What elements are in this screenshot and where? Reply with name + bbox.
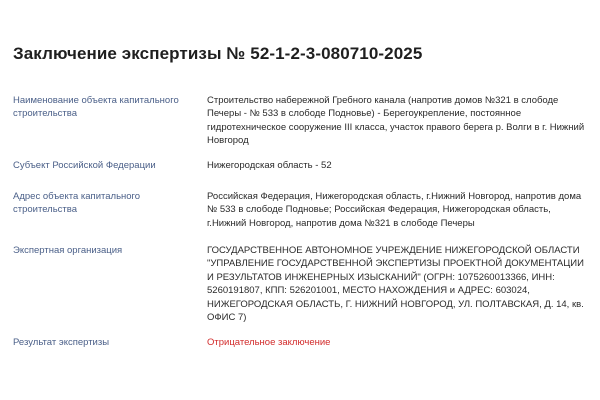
field-label-address: Адрес объекта капитального строительства [13, 191, 141, 215]
field-label-expert-organization: Экспертная организация [13, 245, 123, 256]
field-label-result: Результат экспертизы [13, 337, 110, 348]
field-value-region: Нижегородская область - 52 [207, 160, 332, 171]
field-label-region: Субъект Российской Федерации [13, 160, 156, 171]
field-label-object-name: Наименование объекта капитального строительства [13, 95, 179, 119]
page-title: Заключение экспертизы № 52-1-2-3-080710-2025 [13, 44, 423, 63]
field-value-address: Российская Федерация, Нижегородская область, г.Нижний Новгород, напротив дома № 533 в слободе Подновье; Российская Федерация, Нижегородская область, г.Нижний Новгород, напротив дома №321 в слободе Печеры [207, 191, 582, 229]
field-value-expert-organization: ГОСУДАРСТВЕННОЕ АВТОНОМНОЕ УЧРЕЖДЕНИЕ НИЖЕГОРОДСКОЙ ОБЛАСТИ "УПРАВЛЕНИЕ ГОСУДАРСТВЕННОЙ ЭКСПЕРТИЗЫ ПРОЕКТНОЙ ДОКУМЕНТАЦИИ И РЕЗУЛЬТАТОВ ИНЖЕНЕРНЫХ ИЗЫСКАНИЙ" (ОГРН: 1075260013366, ИНН: 5260191807, КПП: 526201001, МЕСТО НАХОЖДЕНИЯ и АДРЕС: 603024, НИЖЕГОРОДСКАЯ ОБЛАСТЬ, Г. НИЖНИЙ НОВГОРОД, УЛ. ПОЛТАВСКАЯ, Д. 14, кв. ОФИС 7) [207, 245, 584, 324]
field-value-result-status: Отрицательное заключение [207, 337, 331, 348]
field-value-object-name: Строительство набережной Гребного канала (напротив домов №321 в слободе Печеры - № 533 в слободе Подновье) - Берегоукрепление, постоянное гидротехническое сооружение III класса, участок правого берега р. Волги в г. Нижний Новгород [207, 95, 585, 147]
